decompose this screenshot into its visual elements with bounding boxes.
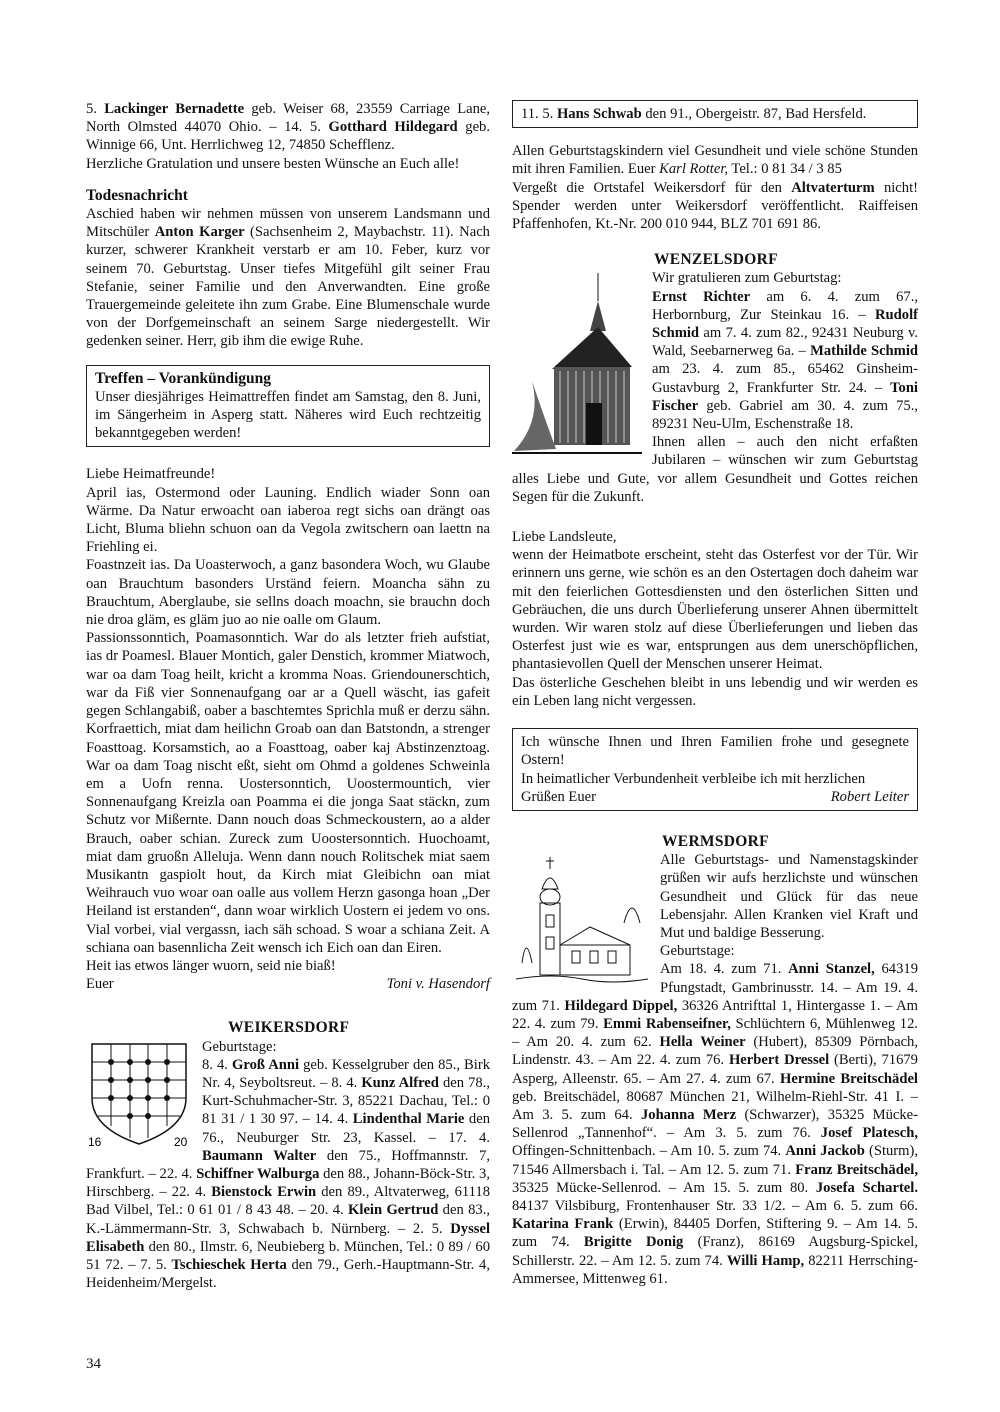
congratulation-line: Herzliche Gratulation und unsere besten Wünsche an Euch alle! (86, 155, 460, 172)
weikersdorf-section (86, 1019, 490, 1292)
obituary-text: Aschied haben wir nehmen müssen von unserem Landsmann und Mitschüler Anton Karger (Sachsenheim 2, Maybachstr. 11). Nach kurzer, schwerer Krankheit verstarb er am 10. Feber, kurz vor seinem 70. Geburtstag. Unser tiefes Mitgefühl gilt seiner Frau Stefanie, seiner Familie und den Anverwandten. Eine große Trauergemeinde geleitete ihn zum Grabe. Eine Blumenschale wurde von der Dorfgemeinschaft an seinem Sarge niedergestellt. Wir gedenken seiner. Herr, gib ihm die ewige Ruhe. (86, 206, 490, 350)
wenzelsdorf-closing: Ihnen allen – auch den nicht erfaßten Jubilaren – wünschen wir zum Geburtstag alles Liebe und Gute, vor allem Gesundheit und Gottes reichen Segen für die Zukunft. (512, 434, 918, 505)
wermsdorf-church-sketch (512, 853, 650, 985)
page-number: 34 (86, 1356, 101, 1372)
dialect-greeting: Liebe Heimatfreunde! (86, 466, 216, 483)
weikersdorf-subtitle: Geburtstage: (202, 1038, 277, 1055)
dialect-paragraph: Foastnzeit ias. Da Uoasterwoch, a ganz basondera Woch, wu Glaube oan Brauchtum basonders Urständ feiern. Moancha sähn zu Brauchtum, Aberglaube, sie sellns doach moachn, sie brauchn doch nie droa gläm, es gläm juo ao nie oalle om Glaum. (86, 557, 490, 629)
wermsdorf-section (512, 833, 918, 1288)
meeting-announcement-box (86, 365, 490, 448)
left-column (86, 100, 490, 1292)
meeting-title: Treffen – Vorankündigung (95, 369, 272, 387)
wenzelsdorf-subtitle: Wir gratulieren zum Geburtstag: (652, 270, 842, 287)
meeting-text: Unser diesjähriges Heimattreffen findet am Samstag, den 8. Juni, im Sängerheim in Asperg statt. Näheres wird Euch rechtzeitig bekanntgegeben werden! (95, 388, 481, 442)
dialect-paragraph: April ias, Ostermond oder Launing. Endlich wiader Sonn oan Wärme. Da Natur erwoacht oan iaberoa regt sichs oan drängt oas Licht, Bluma bliehn schuon oan da Vegola zwitschern oan laettn na Friehling ei. (86, 484, 490, 556)
easter-paragraph: wenn der Heimatbote erscheint, steht das Osterfest vor der Tür. Wir erinnern uns gerne, wie schön es an den Ostertagen doch daheim war mit den feierlichen Gottesdiensten und den österlichen Sitten und Gebräuchen, die uns durch Überlieferung unserer Ahnen übermittelt wurden. Wir waren stolz auf diese Überlieferungen und lieben das Osterfest just wie es war, entsprungen aus dem unerschöpflichen, phantasievollen Quell der Menschen unserer Heimat. (512, 547, 918, 673)
general-greeting: Allen Geburtstagskindern viel Gesundheit und viele schöne Stunden mit ihren Familien. Euer Karl Rotter, Tel.: 0 81 34 / 3 85 (512, 143, 918, 178)
obituary-heading: Todesnachricht (86, 186, 188, 204)
dialect-paragraph: Passionssonntich, Poamasonntich. War do als letzter frieh aufstiat, ias dr Poamesl. Blauer Montich, galer Denstich, krommer Miatwoch, war oa dam Toag heilt, kricht a kromma Noas. Griendounerschtich, war da Fiß vier Sonnenaufgang oar ar a Quell wäscht, ias gafeit gegen Schlangabiß, oaber a baschtemtes Sprichla muß er derzu sähn. Korfraettich, miat dam heilichn Groab oan dan Batstondn, a strenger Foasttoag. Korsamstich, ao a Foasttoag, oaber kaj Abstinzenztoag. War oa dam Toag nischt eßt, sieht om Ohmd a goldenes Schweinla em a Uofn renna. Uostersonntich, Uoostermountich, vier Sonnenaufgang Kreizla oan Poamma ei die jonga Saat stäckn, zum Schutz vor Mißernte. Dann nouch doas Schmeckoustern, ao a alder Brauch, oaber schian. Zureck zum Uoostersonntich. Huochoamt, miat dam gruoßn Alleluja. Wenn dann nouch Rolitschek miat saem Musikantn gaspiolt hout, da Kirch miat Gleibichn oan miat Weihrauch vuo woar oan oalle aus vollem Herzn gasonga hoan „Der Heiland ist erstanden“, dann woar wirklich Uostern ei jedem vo ons. Vial vorbei, vial vergassn, iach säh schoad. S woar a schiana Zeit. A schiana oan basennlicha Zeit wensch ich Eich oan dan Eiren. (86, 630, 490, 956)
weikersdorf-crest (86, 1040, 192, 1148)
easter-wishes-box (512, 728, 918, 811)
top-birthday-box (512, 100, 918, 128)
easter-wishes-text: In heimatlicher Verbundenheit verbleibe ich mit herzlichen (521, 770, 866, 787)
wermsdorf-birthdays: Am 18. 4. zum 71. Anni Stanzel, 64319 Pfungstadt, Gambrinusstr. 14. – Am 19. 4. zum 71. Hildegard Dippel, 36326 Antrifttal 1, Hintergasse 1. – Am 22. 4. zum 79. Emmi Rabenseifner, Schlüchtern 6, Mühlenweg 12. – Am 20. 4. zum 62. Hella Weiner (Hubert), 85309 Pörnbach, Lindenstr. 43. – Am 22. 4. zum 76. Herbert Dressel (Berti), 71679 Asperg, Alleenstr. 65. – Am 27. 4. zum 67. Hermine Breitschädel geb. Breitschädel, 80687 München 21, Wilhelm-Riehl-Str. 41 I. – Am 3. 5. zum 64. Johanna Merz (Schwarzer), 35325 Mücke-Sellenrod „Tannenhof“. – Am 3. 5. zum 76. Josef Platesch, Offingen-Schnittenbach. – Am 10. 5. zum 74. Anni Jackob (Sturm), 71546 Allmersbach i. Tal. – Am 12. 5. zum 71. Franz Breitschädel, 35325 Mücke-Sellenrod. – Am 15. 5. zum 80. Josefa Schartel. 84137 Vilsbiburg, Frontenhauser Str. 33 1/2. – Am 6. 5. zum 66. Katarina Frank (Erwin), 84405 Dorfen, Stiftering 9. – Am 14. 5. zum 74. Brigitte Donig (Franz), 86169 Augsburg-Spickel, Schillerstr. 22. – Am 12. 5. zum 74. Willi Hamp, 82211 Herrsching-Ammersee, Mittenweg 61. (512, 961, 919, 1287)
easter-paragraph: Das österliche Geschehen bleibt in uns lebendig und wir werden es ein Leben lang nicht vergessen. (512, 674, 918, 709)
birthday-notice-intro: 5. Lackinger Bernadette geb. Weiser 68, 23559 Carriage Lane, North Olmsted 44070 Ohio. – 14. 5. Gotthard Hildegard geb. Winnige 66, Unt. Herrlichweg 12, 74850 Schefflenz. (86, 101, 491, 154)
easter-letter (512, 528, 918, 710)
weikersdorf-title: WEIKERSDORF (228, 1019, 350, 1037)
right-column (512, 100, 918, 1288)
dialect-signature: Euer Toni v. Hasendorf (86, 976, 490, 993)
wermsdorf-intro: Alle Geburtstags- und Namenstagskinder grüßen wir aufs herzlichste und wünschen Gesundheit und Glück für das neue Lebensjahr. Allen Kranken viel Kraft und Mut und baldige Besserung. (660, 852, 918, 941)
easter-wishes-text: Ich wünsche Ihnen und Ihren Familien frohe und gesegnete Ostern! (521, 734, 909, 769)
dialect-letter (86, 465, 490, 993)
crest-year-right: 20 (174, 1134, 188, 1148)
donation-note: Vergeßt die Ortstafel Weikersdorf für den Altvaterturm nicht! Spender werden unter Weikersdorf veröffentlicht. Raiffeisen Pfaffenhofen, Kt.-Nr. 200 010 944, BLZ 701 691 86. (512, 179, 918, 233)
dialect-paragraph: Heit ias etwos länger wuorn, seid nie biaß! (86, 957, 336, 974)
wenzelsdorf-title: WENZELSDORF (654, 251, 778, 269)
wenzelsdorf-birthdays: Ernst Richter am 6. 4. zum 67., Herbornburg, Zur Steinkau 16. – Rudolf Schmid am 7. 4. zum 82., 92431 Neuburg v. Wald, Seebarnerweg 6a. – Mathilde Schmid am 23. 4. zum 85., 65462 Ginsheim-Gustavburg 2, Frankfurter Str. 24. – Toni Fischer geb. Gabriel am 30. 4. zum 75., 89231 Neu-Ulm, Eschenstraße 18. (652, 288, 918, 433)
weikersdorf-birthdays: 8. 4. Groß Anni geb. Kesselgruber den 85., Birk Nr. 4, Seyboltsreut. – 8. 4. Kunz Alfred den 78., Kurt-Schuhmacher-Str. 3, 85221 Dachau, Tel.: 0 81 31 / 1 30 97. – 14. 4. Lindenthal Marie den 76., Neuburger Str. 23, Kassel. – 17. 4. Baumann Walter den 75., Hoffmannstr. 7, Frankfurt. – 22. 4. Schiffner Walburga den 88., Johann-Böck-Str. 3, Hirschberg. – 22. 4. Bienstock Erwin den 89., Altvaterweg, 61118 Bad Vilbel, Tel.: 0 61 01 / 8 43 48. – 20. 4. Klein Gertrud den 83., K.-Lämmermann-Str. 3, Schwabach b. Nürnberg. – 2. 5. Dyssel Elisabeth den 80., Ilmstr. 6, Neubieberg b. München, Tel.: 0 89 / 60 51 72. – 7. 5. Tschieschek Herta den 79., Gerh.-Hauptmann-Str. 4, Heidenheim/Mergelst. (86, 1056, 490, 1292)
easter-greeting: Liebe Landsleute, (512, 529, 617, 546)
easter-wishes-signature: Grüßen Euer Robert Leiter (521, 788, 909, 805)
wenzelsdorf-chapel-image (512, 271, 642, 455)
wermsdorf-title: WERMSDORF (662, 832, 769, 850)
crest-year-left: 16 (88, 1134, 102, 1148)
top-birthday-text: 11. 5. Hans Schwab den 91., Obergeistr. 87, Bad Hersfeld. (521, 106, 867, 122)
wermsdorf-subtitle: Geburtstage: (660, 943, 735, 960)
wenzelsdorf-section (512, 251, 918, 506)
